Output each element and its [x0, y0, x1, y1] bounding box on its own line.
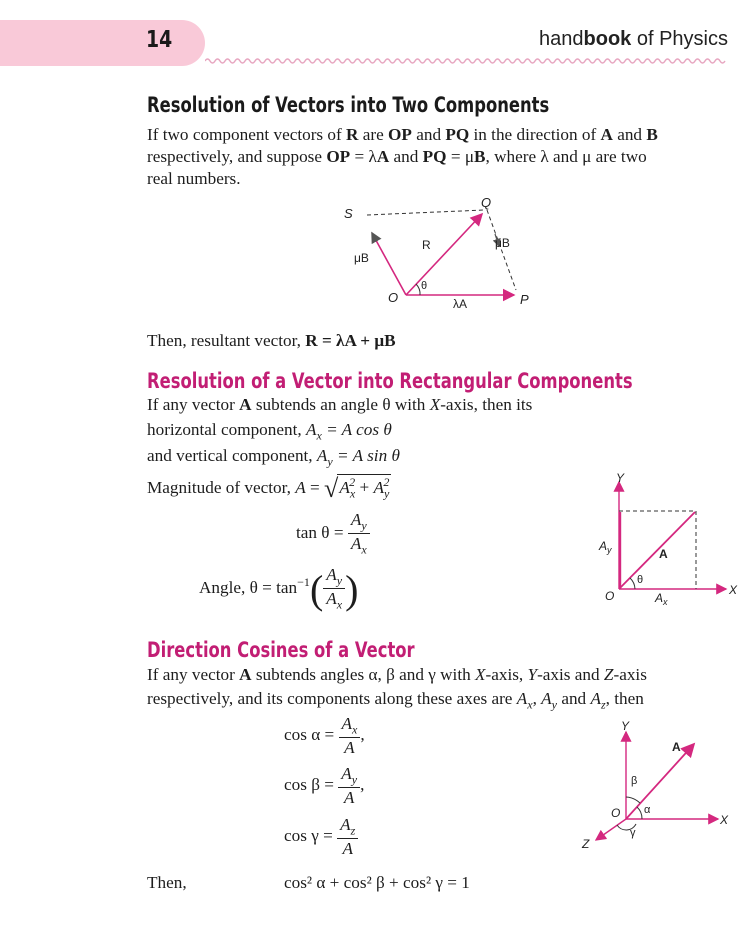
label-theta: θ: [421, 280, 428, 292]
label-gamma: γ: [630, 827, 636, 839]
label-o: O: [388, 290, 399, 305]
label-y: Y: [621, 719, 630, 733]
horizontal-component-line: horizontal component, $A_x = A$ cos θ: [147, 420, 392, 443]
vertical-component-line: and vertical component, $A_y = A$ sin θ: [147, 446, 400, 469]
angle-formula: Angle, $\theta = \tan^{-1}$( $\frac{A_y}{A_x}$ ): [199, 565, 359, 612]
page-number-tab: [0, 20, 205, 66]
section-heading-rectangular: Resolution of a Vector into Rectangular Components: [147, 369, 633, 393]
section2-line1: If any vector A subtends an angle θ with X-axis, then its: [147, 395, 533, 414]
label-beta: β: [631, 775, 638, 787]
label-p: P: [520, 292, 529, 307]
section-heading-two-components: Resolution of Vectors into Two Components: [147, 93, 550, 117]
label-a: A: [672, 740, 681, 754]
cos-gamma-formula: cos γ = $\frac{A_z}{A}$: [284, 815, 358, 859]
label-mub-left: μB: [354, 251, 369, 265]
label-o: O: [605, 589, 615, 603]
label-lambda-a: λA: [453, 297, 468, 311]
magnitude-line: Magnitude of vector, $A = √A_x^2 + A_y^2$: [147, 474, 390, 503]
vector-a: [619, 512, 695, 589]
label-s: S: [344, 206, 353, 221]
dashed-side-qp: [487, 210, 516, 290]
label-o: O: [611, 806, 621, 820]
label-r: R: [422, 238, 431, 252]
book-title: handbook of Physics: [539, 28, 728, 50]
resultant-vector-line: Then, resultant vector, R = λA + μB: [147, 331, 396, 350]
label-ax: $A_x$: [655, 591, 668, 607]
parallelogram-diagram: [340, 196, 550, 316]
vector-mub-os: [372, 233, 406, 295]
cosine-identity: cos² α + cos² β + cos² γ = 1: [284, 873, 470, 892]
label-a: A: [659, 547, 668, 561]
page-number: 14: [146, 27, 173, 53]
label-alpha: α: [644, 804, 651, 816]
label-x: X: [720, 813, 729, 827]
then-label: Then,: [147, 873, 187, 892]
label-z: Z: [582, 837, 590, 851]
tan-theta-formula: tan θ = $\frac{A_y}{A_x}$: [296, 510, 370, 558]
label-y: Y: [616, 471, 625, 485]
dashed-side-sq: [367, 210, 484, 215]
section1-paragraph: If two component vectors of R are OP and PQ in the direction of A and B respectively, and suppose OP = λA and PQ = μB, where λ and μ are two real numbers.: [147, 125, 658, 188]
label-mub-right: μB: [495, 236, 510, 250]
section3-line2: respectively, and its components along these axes are $A_x$, $A_y$ and $A_z$, then: [147, 689, 644, 712]
direction-cosines-diagram: [578, 718, 738, 858]
label-q: Q: [481, 196, 492, 210]
section3-line1: If any vector A subtends angles α, β and γ with X-axis, Y-axis and Z-axis: [147, 665, 647, 684]
cos-alpha-formula: cos α = $\frac{A_x}{A}$ ,: [284, 714, 365, 758]
label-theta: θ: [637, 574, 644, 586]
label-ay: $A_y$: [599, 539, 612, 555]
section-heading-direction-cosines: Direction Cosines of a Vector: [147, 638, 415, 662]
rectangular-components-diagram: [592, 468, 740, 608]
label-x: X: [729, 583, 738, 597]
header-wavy-rule: [205, 55, 730, 67]
vector-r-oq: [406, 214, 482, 295]
cos-beta-formula: cos β = $\frac{A_y}{A}$ ,: [284, 764, 365, 808]
